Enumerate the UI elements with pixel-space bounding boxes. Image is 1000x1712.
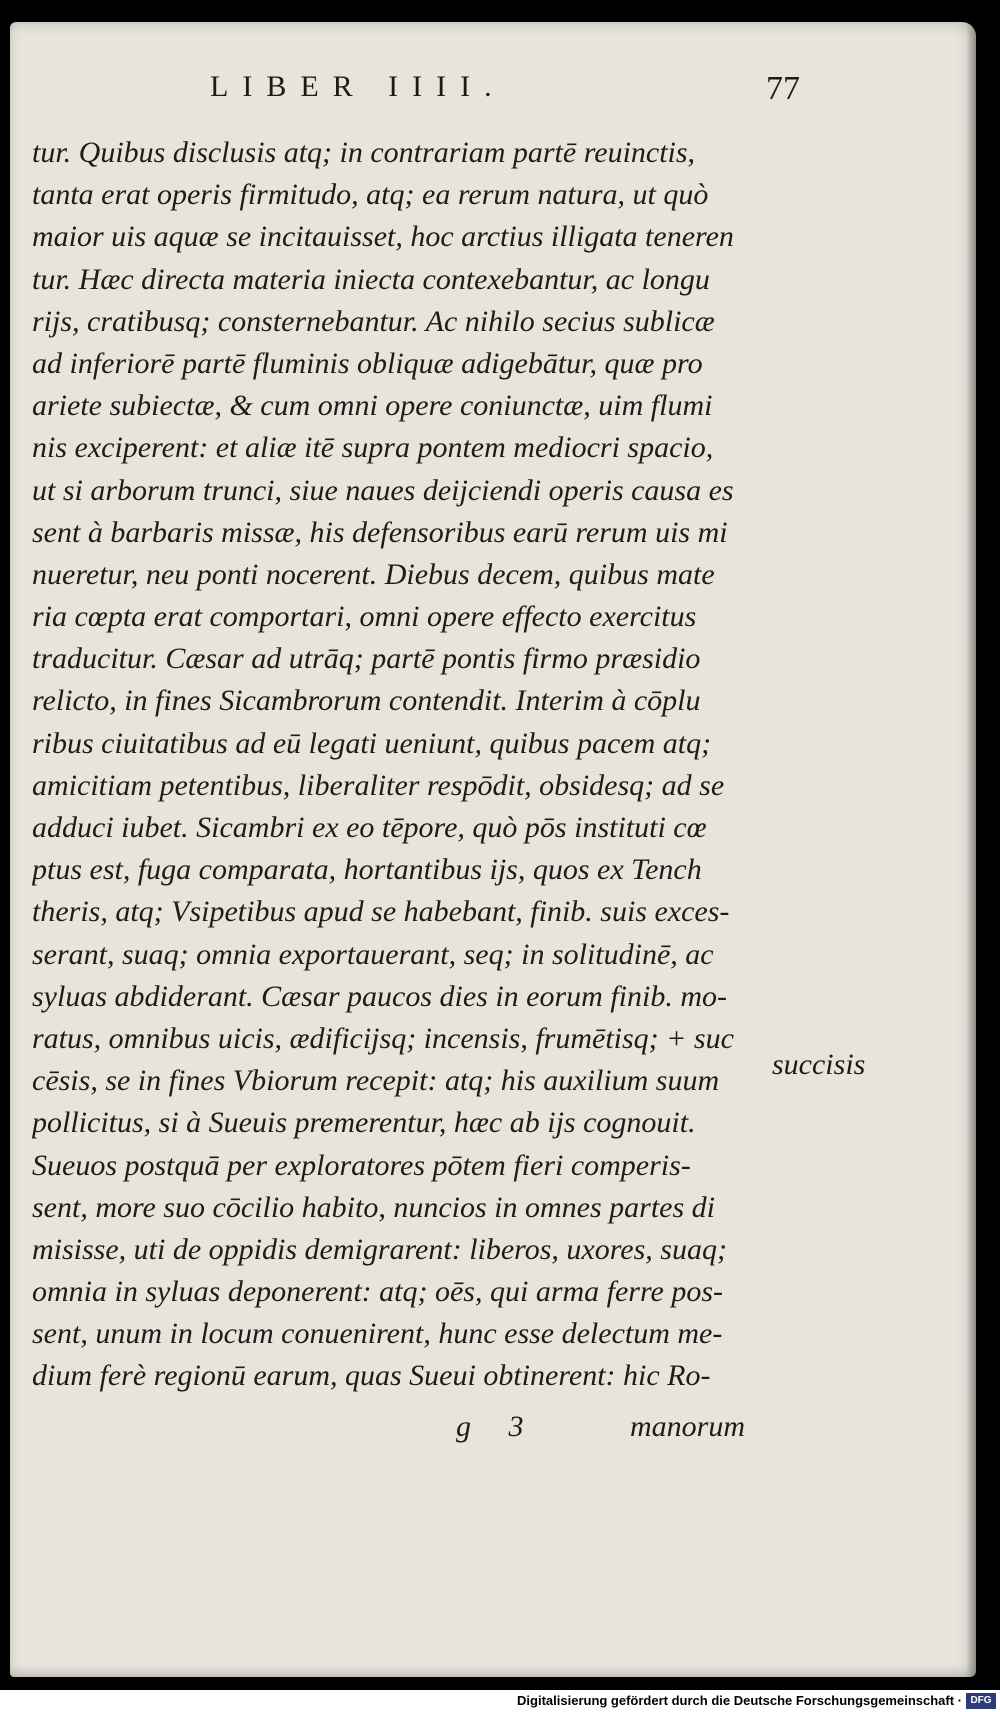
text-line: ariete subiectæ, & cum omni opere coniunctæ, uim flumi [32,389,713,423]
body-text [32,132,772,1398]
page-edge-shadow [966,22,976,1677]
text-line: Sueuos postquā per exploratores pōtem fieri comperis- [32,1148,691,1182]
text-line: traducitur. Cæsar ad utrāq; partē pontis firmo præsidio [32,642,701,676]
catchword: manorum [630,1410,746,1443]
page-number: 77 [766,70,800,107]
text-line: tur. Hæc directa materia iniecta contexebantur, ac longu [32,262,710,296]
text-line: sent, more suo cōcilio habito, nuncios in omnes partes di [32,1190,715,1224]
text-line: ria cœpta erat comportari, omni opere effecto exercitus [32,600,697,634]
text-line: cēsis, se in fines Vbiorum recepit: atq; his auxilium suum [32,1064,720,1098]
text-line: nueretur, neu ponti nocerent. Diebus decem, quibus mate [32,557,715,591]
text-line: sent à barbaris missæ, his defensoribus earū rerum uis mi [32,515,728,549]
signature-mark: g 3 [456,1410,524,1443]
running-head: LIBER IIII. [210,70,506,103]
text-line: ad inferiorē partē fluminis obliquæ adigebātur, quæ pro [32,346,703,380]
text-line: maior uis aquæ se incitauisset, hoc arctius illigata teneren [32,220,734,254]
text-line: dium ferè regionū earum, quas Sueui obtinerent: hic Ro- [32,1359,711,1393]
marginal-note: succisis [772,1048,866,1081]
text-line: misisse, uti de oppidis demigrarent: liberos, uxores, suaq; [32,1232,727,1266]
text-line: pollicitus, si à Sueuis premerentur, hæc ab ijs cognouit. [32,1106,696,1140]
text-line: ribus ciuitatibus ad eū legati ueniunt, quibus pacem atq; [32,726,712,760]
dfg-logo: DFG [966,1693,996,1709]
text-line: ut si arborum trunci, siue naues deijciendi operis causa es [32,473,734,507]
text-line: tur. Quibus disclusis atq; in contrariam partē reuinctis, [32,136,696,169]
text-line: tanta erat operis firmitudo, atq; ea rerum natura, ut quò [32,178,709,212]
text-line: ratus, omnibus uicis, ædificijsq; incensis, frumētisq; + suc [32,1021,734,1055]
text-line: amicitiam petentibus, liberaliter respōdit, obsidesq; ad se [32,768,725,802]
footer-credit: Digitalisierung gefördert durch die Deutsche Forschungsgemeinschaft · [517,1693,962,1708]
text-line: rijs, cratibusq; consternebantur. Ac nihilo secius sublicæ [32,304,715,338]
text-line: omnia in syluas deponerent: atq; oēs, qui arma ferre pos- [32,1275,724,1309]
text-line: syluas abdiderant. Cæsar paucos dies in eorum finib. mo- [32,979,727,1013]
text-line: ptus est, fuga comparata, hortantibus ijs, quos ex Tench [32,853,702,887]
text-line: serant, suaq; omnia exportauerant, seq; in solitudinē, ac [32,937,714,971]
text-line: relicto, in fines Sicambrorum contendit. Interim à cōplu [32,684,701,718]
text-line: nis exciperent: et aliæ itē supra pontem mediocri spacio, [32,431,714,465]
text-line: adduci iubet. Sicambri ex eo tēpore, quò pōs instituti cœ [32,811,707,844]
text-line: sent, unum in locum conuenirent, hunc esse delectum me- [32,1317,723,1351]
digitization-footer [0,1690,1000,1712]
text-line: theris, atq; Vsipetibus apud se habebant, finib. suis exces- [32,895,730,929]
